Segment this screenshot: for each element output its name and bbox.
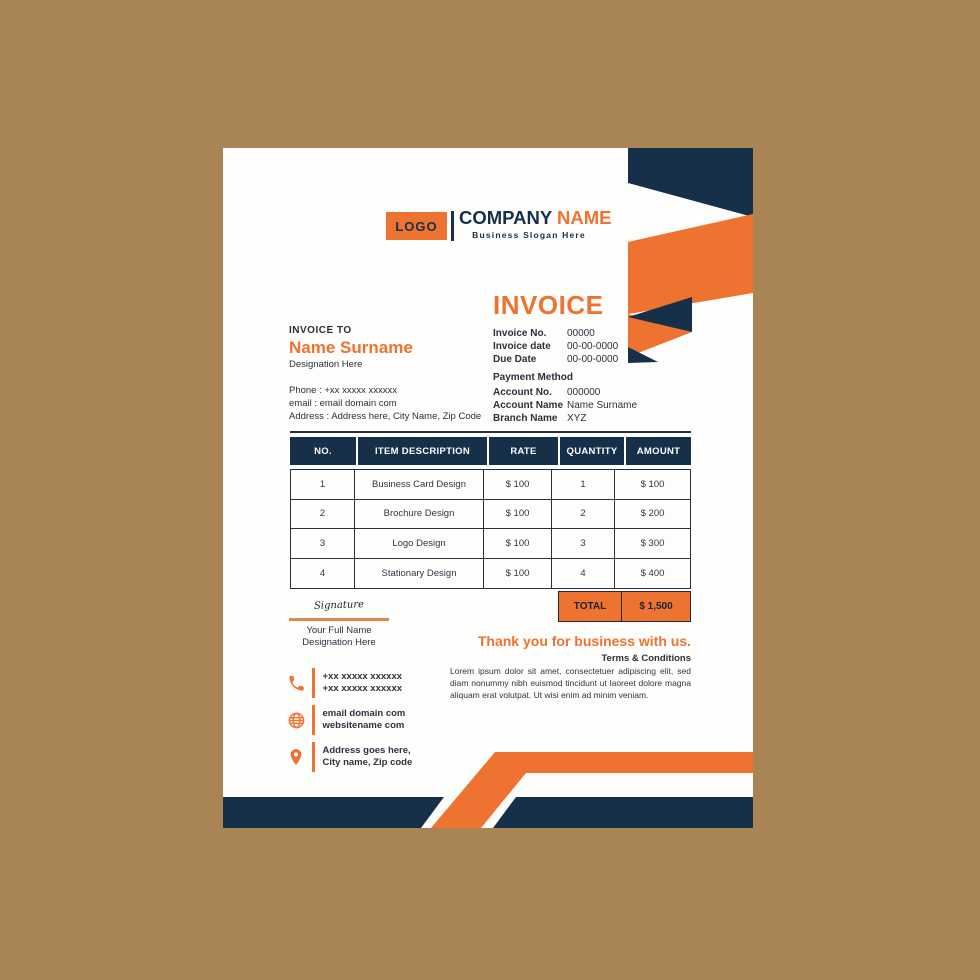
cell-amount: $ 400 <box>640 567 665 579</box>
terms-body: Lorem ipsum dolor sit amet, consectetuer adipiscing elit, sed diam nonummy nibh euismod tincidunt ut laoreet dolore magna aliquam erat volutpat. Ut wisi enim ad minim veniam. <box>450 666 691 700</box>
due-date-value: 00-00-0000 <box>567 354 619 365</box>
header-no: NO. <box>290 437 356 465</box>
cell-description: Logo Design <box>355 529 484 559</box>
corner-ribbon-decoration <box>628 148 753 365</box>
due-date-row <box>493 353 618 366</box>
total-value: $ 1,500 <box>639 601 673 612</box>
cell-quantity: 3 <box>552 529 615 559</box>
account-number-row <box>493 386 637 399</box>
due-date-label: Due Date <box>493 354 537 365</box>
terms-heading: Terms & Conditions <box>601 653 691 664</box>
client-phone: Phone : +xx xxxxx xxxxxx <box>289 385 397 396</box>
thank-you-message: Thank you for business with us. <box>477 633 691 649</box>
contact-row-address <box>286 742 412 772</box>
client-name: Name Surname <box>289 338 413 357</box>
branch-name-value: XYZ <box>567 413 587 424</box>
header-item-description: ITEM DESCRIPTION <box>358 437 487 465</box>
cell-amount: $ 100 <box>615 470 690 500</box>
logo-divider <box>451 211 454 241</box>
cell-no: 2 <box>291 500 355 530</box>
cell-description: Business Card Design <box>355 470 484 500</box>
client-contact-lines <box>289 384 481 423</box>
total-row <box>558 591 691 622</box>
table-top-border <box>290 431 691 433</box>
total-label: TOTAL <box>559 592 622 621</box>
table-header-row <box>290 437 691 465</box>
account-number-label: Account No. <box>493 387 552 398</box>
cell-description: Brochure Design <box>355 500 484 530</box>
cell-no: 1 <box>291 470 355 500</box>
email-line: email domain com <box>322 707 406 719</box>
signature-line <box>289 618 389 621</box>
header-quantity: QUANTITY <box>560 437 624 465</box>
branch-name-label: Branch Name <box>493 413 558 424</box>
invoice-meta <box>493 327 618 366</box>
contact-divider <box>312 705 315 735</box>
company-name-primary: COMPANY <box>459 207 552 228</box>
website-line: websitename com <box>322 720 405 731</box>
phone-icon <box>286 672 306 694</box>
address-line-2: City name, Zip code <box>322 757 413 768</box>
invoice-date-label: Invoice date <box>493 341 551 352</box>
cell-quantity: 2 <box>552 500 615 530</box>
address-line-1: Address goes here, <box>322 744 411 756</box>
phone-line-1: +xx xxxxx xxxxxx <box>322 670 403 682</box>
cell-description: Stationary Design <box>355 559 484 589</box>
contact-web-text <box>323 708 406 733</box>
phone-line-2: +xx xxxxx xxxxxx <box>322 683 403 694</box>
invoice-number-row <box>493 327 618 340</box>
invoice-date-row <box>493 340 618 353</box>
signature-script: Signature <box>313 599 365 612</box>
company-name <box>459 207 611 229</box>
client-designation: Designation Here <box>289 359 363 370</box>
cell-no: 3 <box>291 529 355 559</box>
account-name-row <box>493 399 637 412</box>
invoice-date-value: 00-00-0000 <box>567 341 619 352</box>
company-slogan: Business Slogan Here <box>472 230 586 240</box>
contact-row-web <box>286 705 405 735</box>
payment-method-heading: Payment Method <box>493 372 574 383</box>
company-name-accent: NAME <box>557 207 612 228</box>
invoice-number-label: Invoice No. <box>493 328 547 339</box>
contact-address-text <box>323 745 413 770</box>
cell-rate: $ 100 <box>484 559 552 589</box>
invoice-page <box>223 148 753 828</box>
cell-amount: $ 300 <box>615 529 690 559</box>
client-email: email : email domain com <box>289 398 397 409</box>
header-amount: AMOUNT <box>626 437 691 465</box>
cell-amount: $ 200 <box>615 500 690 530</box>
globe-icon <box>286 709 306 731</box>
cell-rate: $ 100 <box>484 470 552 500</box>
cell-no: 4 <box>291 559 355 589</box>
contact-divider <box>312 668 315 698</box>
header-rate: RATE <box>489 437 558 465</box>
cell-rate: $ 100 <box>484 529 552 559</box>
logo-text: LOGO <box>395 218 438 234</box>
invoice-number-value: 00000 <box>567 328 595 339</box>
client-address: Address : Address here, City Name, Zip Code <box>289 411 482 422</box>
contact-phone-text <box>323 671 403 696</box>
cell-quantity: 4 <box>552 559 615 589</box>
account-name-label: Account Name <box>493 400 564 411</box>
branch-name-row <box>493 412 637 425</box>
signer-name: Your Full Name <box>306 625 372 636</box>
invoice-title: INVOICE <box>493 290 604 320</box>
signer-designation: Designation Here <box>302 637 376 648</box>
cell-quantity: 1 <box>552 470 615 500</box>
location-pin-icon <box>286 746 306 768</box>
cell-rate: $ 100 <box>484 500 552 530</box>
table-body <box>290 469 691 589</box>
contact-row-phone <box>286 668 402 698</box>
invoice-to-heading: INVOICE TO <box>289 325 352 336</box>
account-name-value: Name Surname <box>567 400 638 411</box>
account-number-value: 000000 <box>567 387 601 398</box>
payment-details <box>493 386 637 425</box>
contact-divider <box>312 742 315 772</box>
logo-badge <box>386 212 447 240</box>
signature-block <box>289 625 389 649</box>
